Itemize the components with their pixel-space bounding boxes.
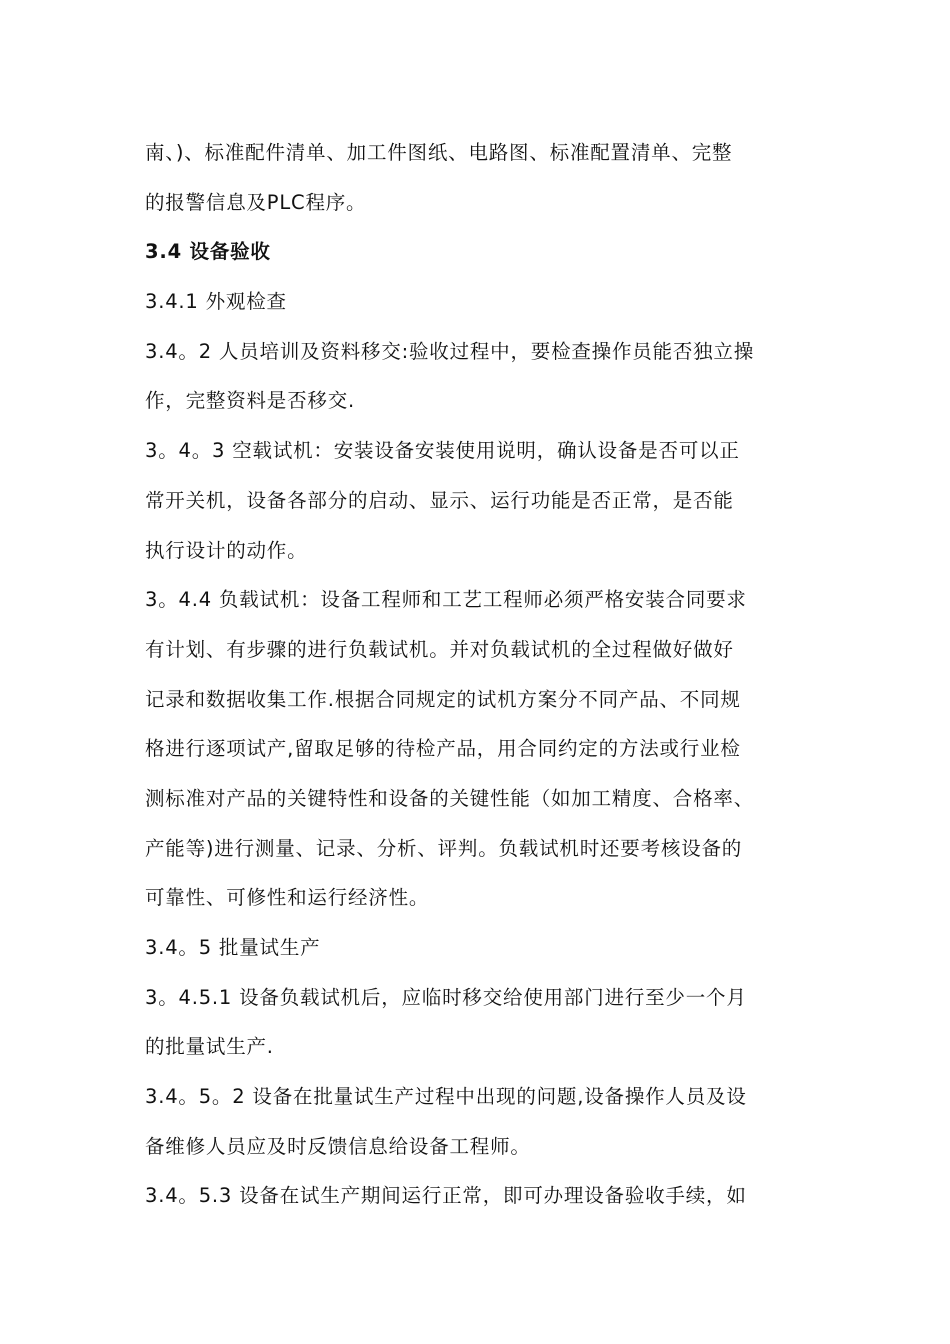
body-line: 测标准对产品的关键特性和设备的关键性能（如加工精度、合格率、: [145, 786, 755, 810]
body-line: 3.4。2 人员培训及资料移交:验收过程中，要检查操作员能否独立操: [145, 339, 755, 363]
body-line: 作，完整资料是否移交.: [145, 389, 355, 413]
body-line: 南、)、标准配件清单、加工件图纸、电路图、标准配置清单、完整: [145, 141, 733, 164]
body-line: 执行设计的动作。: [145, 538, 308, 562]
subsection-heading: 3.4.1 外观检查: [145, 290, 287, 314]
body-line: 3.4。5。2 设备在批量试生产过程中出现的问题,设备操作人员及设: [145, 1085, 747, 1109]
body-line: 3。4。3 空载试机：安装设备安装使用说明，确认设备是否可以正: [145, 439, 740, 463]
body-line: 3。4.5.1 设备负载试机后，应临时移交给使用部门进行至少一个月: [145, 985, 747, 1009]
subsection-heading: 3.4。5 批量试生产: [145, 936, 321, 959]
body-line: 可靠性、可修性和运行经济性。: [145, 886, 430, 910]
body-line: 记录和数据收集工作.根据合同规定的试机方案分不同产品、不同规: [145, 687, 741, 711]
body-line: 产能等)进行测量、记录、分析、评判。负载试机时还要考核设备的: [145, 836, 743, 860]
body-line: 的报警信息及PLC程序。: [145, 190, 367, 214]
section-heading: 3.4 设备验收: [145, 240, 271, 264]
body-line: 有计划、有步骤的进行负载试机。并对负载试机的全过程做好做好: [145, 637, 734, 661]
body-line: 的批量试生产.: [145, 1035, 274, 1059]
body-line: 3.4。5.3 设备在试生产期间运行正常，即可办理设备验收手续，如: [145, 1184, 747, 1208]
body-line: 常开关机，设备各部分的启动、显示、运行功能是否正常，是否能: [145, 488, 734, 512]
body-line: 格进行逐项试产,留取足够的待检产品，用合同约定的方法或行业检: [145, 737, 741, 761]
document-body: [145, 128, 845, 1221]
body-line: 3。4.4 负载试机：设备工程师和工艺工程师必须严格安装合同要求: [145, 588, 747, 612]
body-line: 备维修人员应及时反馈信息给设备工程师。: [145, 1134, 531, 1158]
